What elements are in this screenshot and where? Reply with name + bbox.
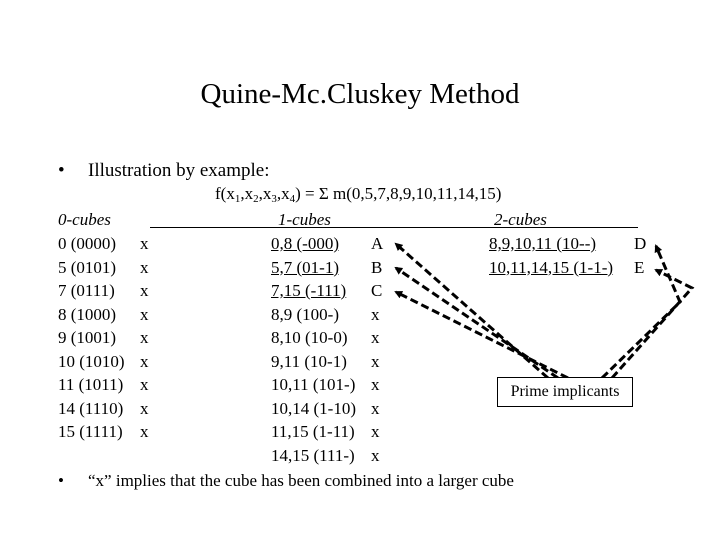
list-item: 5,7 (01-1) xyxy=(271,257,339,277)
list-item: 11,15 (1-11) xyxy=(271,422,355,441)
list-item: 14,15 (111-) xyxy=(271,445,355,465)
list-item: 10 (1010) xyxy=(58,351,125,371)
combined-mark: x xyxy=(140,304,149,324)
list-item: 10,11 (101-) xyxy=(271,375,356,394)
bullet-text: “x” implies that the cube has been combined into a larger cube xyxy=(88,471,514,490)
bullet-symbol: • xyxy=(58,160,65,181)
combined-mark: x xyxy=(371,398,380,418)
list-item: 11 (1011) xyxy=(58,375,124,394)
prime-mark: A xyxy=(371,234,384,253)
arrow-e xyxy=(612,270,692,378)
bullet-note xyxy=(58,471,514,491)
prime-mark: E xyxy=(634,257,645,277)
combined-mark: x xyxy=(371,422,380,441)
list-item: 9 (1001) xyxy=(58,328,117,347)
arrow-a xyxy=(396,244,548,378)
list-item: 7 (0111) xyxy=(58,281,115,300)
combined-mark: x xyxy=(371,351,380,371)
combined-mark: x xyxy=(140,375,149,394)
list-item: 10,14 (1-10) xyxy=(271,398,356,418)
list-item: 9,11 (10-1) xyxy=(271,351,347,371)
list-item: 0,8 (-000) xyxy=(271,234,339,253)
bullet-text: Illustration by example: xyxy=(88,160,270,181)
combined-mark: x xyxy=(371,328,380,347)
combined-mark: x xyxy=(140,351,149,371)
header-0-cubes: 0-cubes xyxy=(58,210,111,229)
prime-mark: B xyxy=(371,257,383,277)
list-item: 8 (1000) xyxy=(58,304,117,324)
arrow-d xyxy=(602,246,680,378)
combined-mark: x xyxy=(140,257,149,277)
combined-mark: x xyxy=(371,445,380,465)
combined-mark: x xyxy=(140,422,149,441)
list-item: 7,15 (-111) xyxy=(271,281,347,300)
combined-mark: x xyxy=(140,328,149,347)
bullet-symbol: • xyxy=(58,471,64,490)
combined-mark: x xyxy=(371,304,380,324)
list-item: 8,9 (100-) xyxy=(271,304,339,324)
list-item: 5 (0101) xyxy=(58,257,117,277)
prime-mark: D xyxy=(634,234,647,253)
list-item: 15 (1111) xyxy=(58,422,123,441)
list-item: 8,10 (10-0) xyxy=(271,328,348,347)
page-title: Quine-Mc.Cluskey Method xyxy=(200,78,520,110)
combined-mark: x xyxy=(371,375,380,394)
header-1-cubes: 1-cubes xyxy=(278,210,331,229)
combined-mark: x xyxy=(140,398,149,418)
list-item: 10,11,14,15 (1-1-) xyxy=(489,257,614,277)
prime-implicants-label: Prime implicants xyxy=(497,377,633,407)
combined-mark: x xyxy=(140,234,149,253)
list-item: 14 (1110) xyxy=(58,398,124,418)
list-item: 0 (0000) xyxy=(58,234,117,253)
combined-mark: x xyxy=(140,281,149,300)
list-item: 8,9,10,11 (10--) xyxy=(489,234,597,253)
prime-mark: C xyxy=(371,281,383,300)
header-2-cubes: 2-cubes xyxy=(494,210,547,229)
function-definition: $f(x_1,x_2,x_3,x_4) = \Sigma$ m(0,5,7,8,9,10,11,14,15) xyxy=(215,184,502,205)
arrow-c xyxy=(396,292,568,378)
